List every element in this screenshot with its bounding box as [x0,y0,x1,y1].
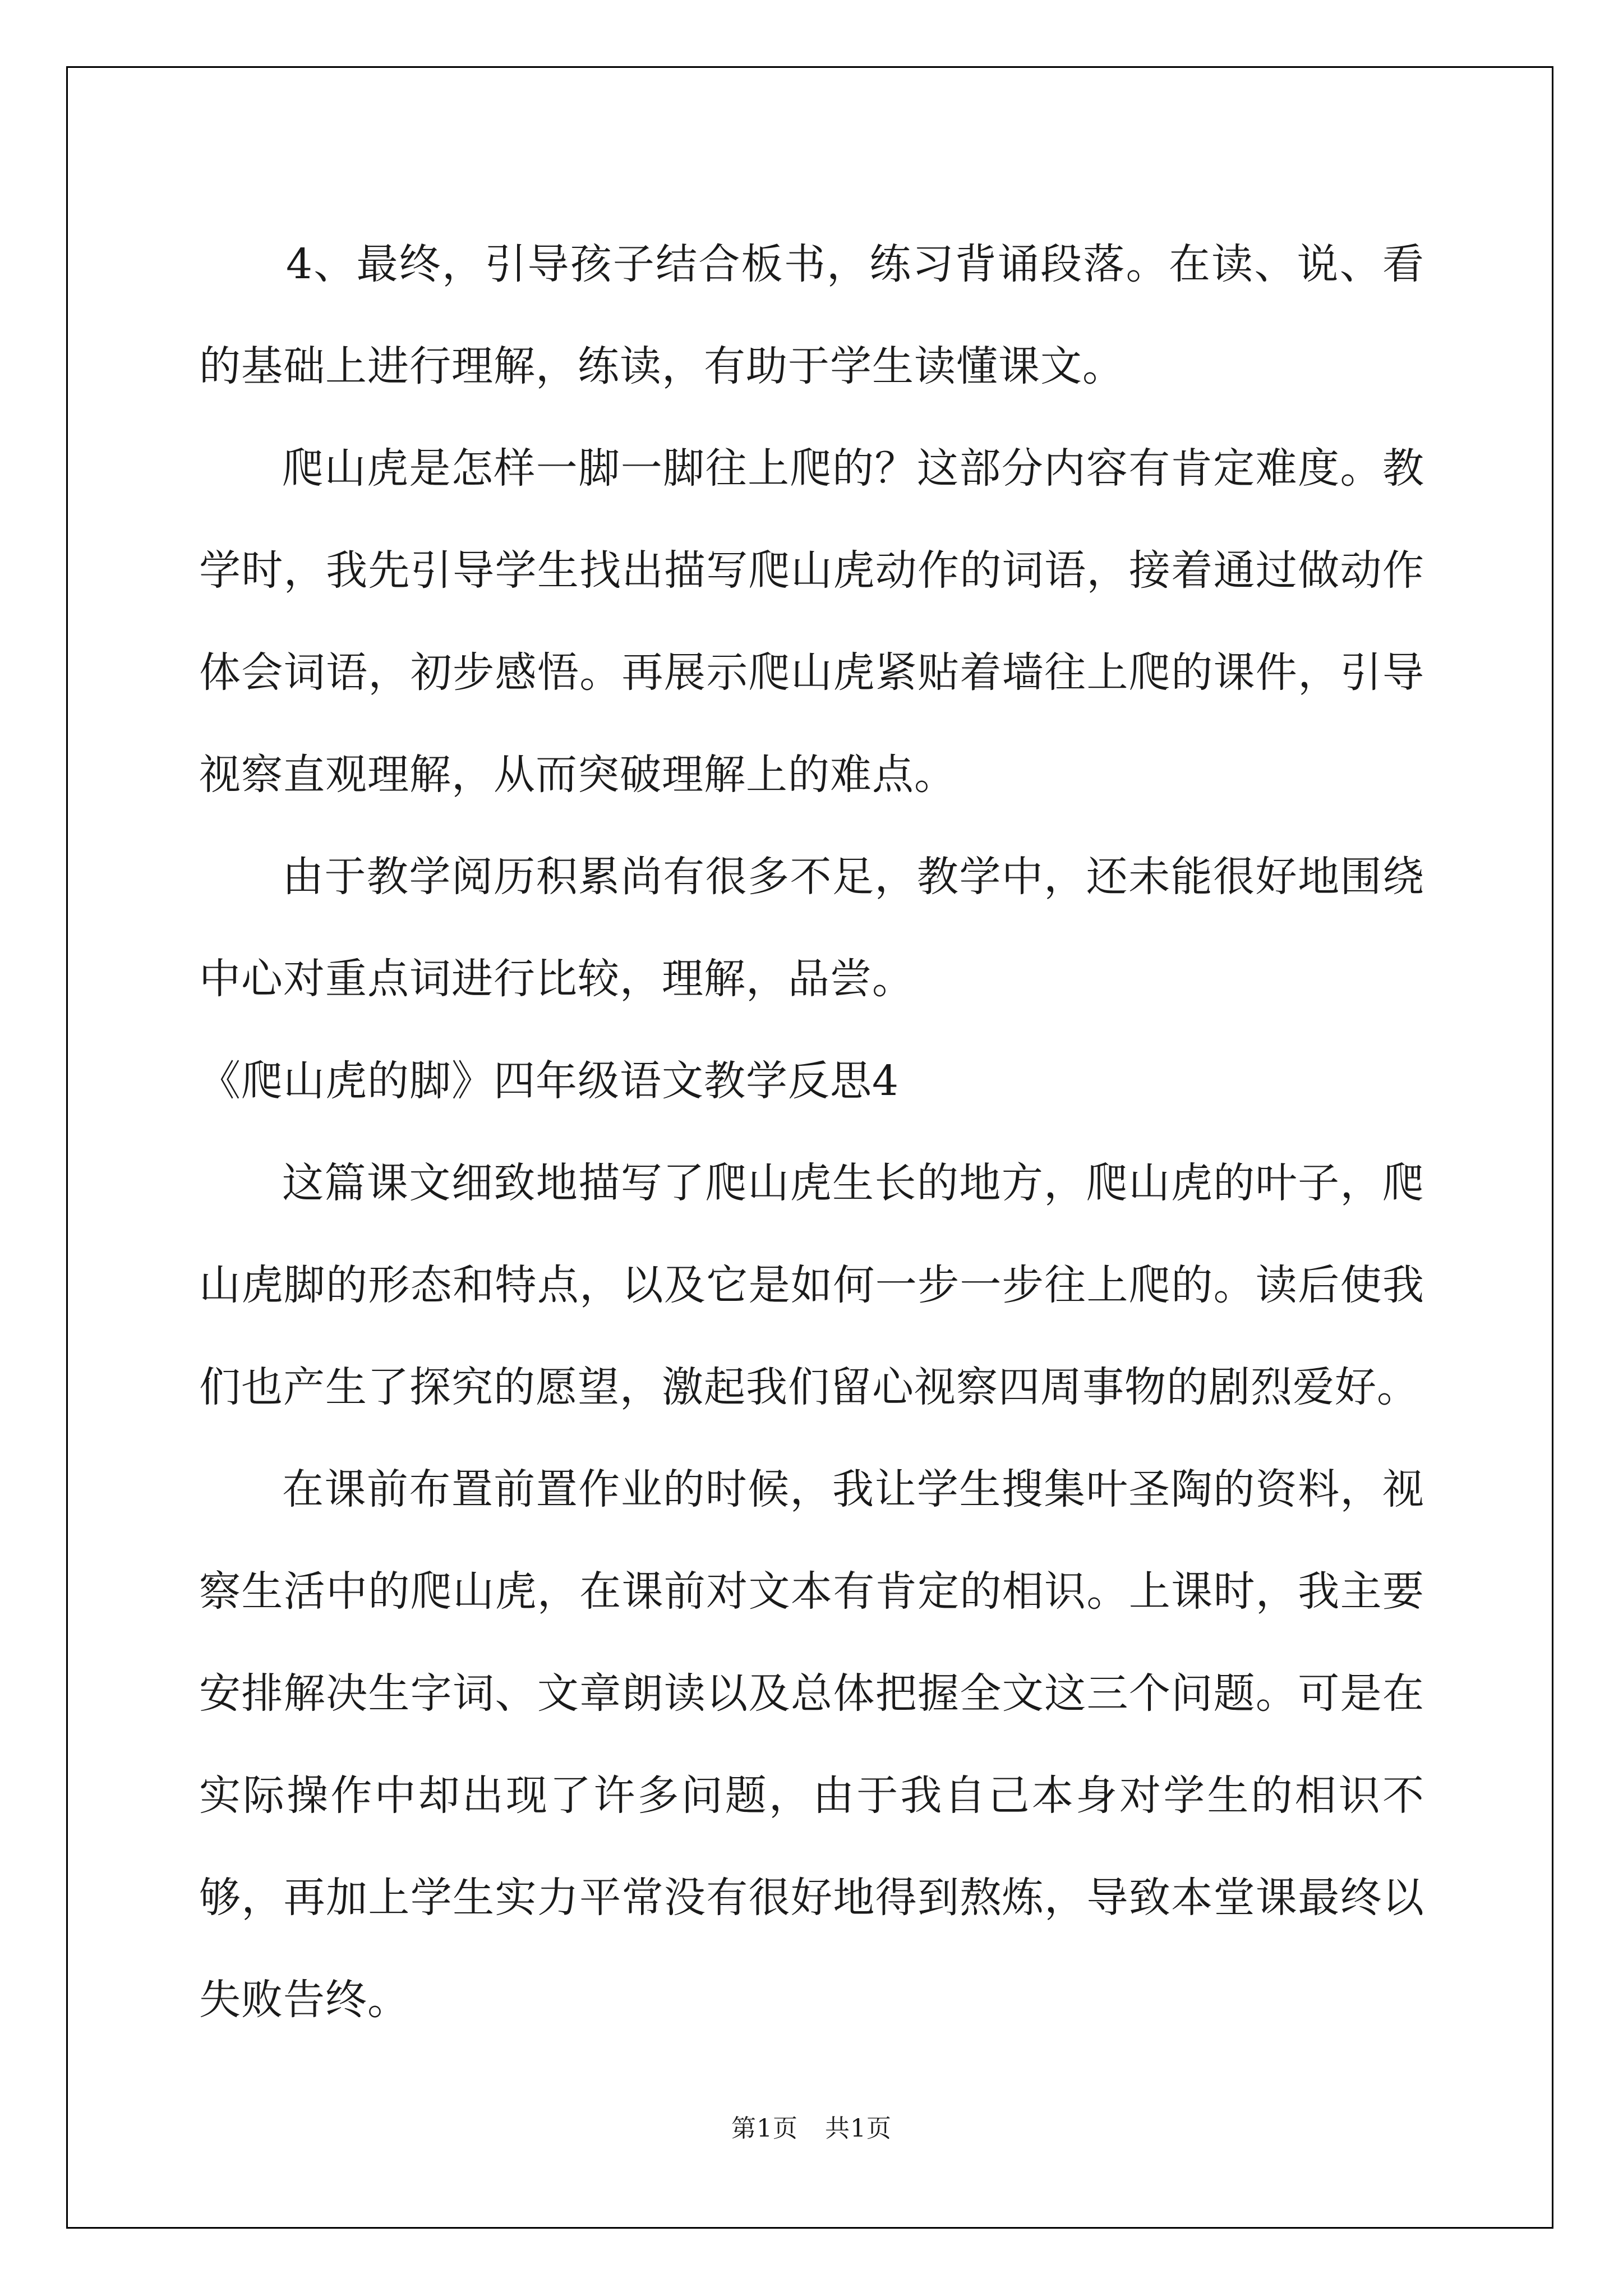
total-pages: 共1页 [825,2114,892,2143]
paragraph-1: 4、最终，引导孩子结合板书，练习背诵段落。在读、说、看的基础上进行理解，练读，有助于学生读懂课文。 [199,240,1424,390]
page-number: 第1页 [731,2114,798,2143]
paragraph-5: 在课前布置前置作业的时候，我让学生搜集叶圣陶的资料，视察生活中的爬山虎，在课前对文本有肯定的相识。上课时，我主要安排解决生字词、文章朗读以及总体把握全文这三个问题。可是在实际操作中却出现了许多问题，由于我自己本身对学生的相识不够，再加上学生实力平常没有很好地得到熬炼，导致本堂课最终以失败告终。 [199,1465,1424,2024]
paragraph-4: 这篇课文细致地描写了爬山虎生长的地方，爬山虎的叶子，爬山虎脚的形态和特点，以及它是如何一步一步往上爬的。读后使我们也产生了探究的愿望，激起我们留心视察四周事物的剧烈爱好。 [199,1159,1424,1411]
page-footer [0,2113,1623,2145]
section-heading: 《爬山虎的脚》四年级语文教学反思4 [199,1057,900,1105]
paragraph-3: 由于教学阅历积累尚有很多不足，教学中，还未能很好地围绕中心对重点词进行比较，理解，品尝。 [199,853,1424,1003]
paragraph-2: 爬山虎是怎样一脚一脚往上爬的？这部分内容有肯定难度。教学时，我先引导学生找出描写爬山虎动作的词语，接着通过做动作体会词语，初步感悟。再展示爬山虎紧贴着墙往上爬的课件，引导视察直观理解，从而突破理解上的难点。 [199,444,1424,799]
document-body [199,213,1424,2051]
